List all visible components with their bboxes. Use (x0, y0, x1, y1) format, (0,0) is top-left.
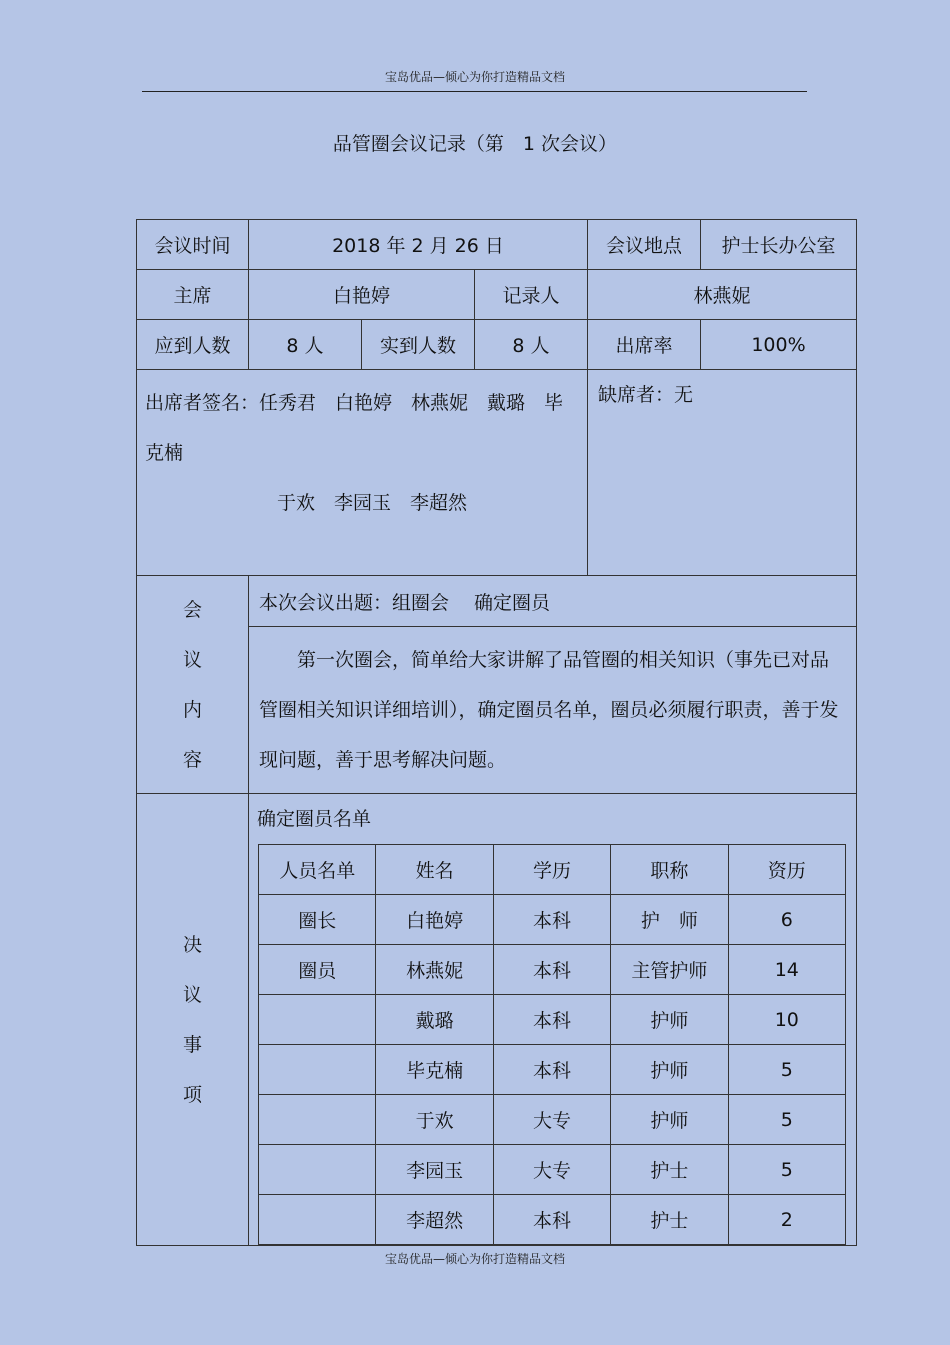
meeting-place-label: 会议地点 (588, 220, 701, 270)
attendance-rate-value: 100% (701, 320, 857, 370)
attendees-line-3: 于欢 李园玉 李超然 (277, 492, 468, 514)
members-header-row (259, 845, 846, 895)
chair-value: 白艳婷 (249, 270, 475, 320)
member-role (259, 1095, 376, 1145)
table-row (259, 1095, 846, 1145)
member-title: 护士 (611, 1195, 728, 1245)
member-seniority: 10 (728, 995, 845, 1045)
side-char: 议 (182, 648, 202, 671)
member-name: 白艳婷 (376, 895, 493, 945)
content-side-label (137, 576, 249, 794)
chair-label: 主席 (137, 270, 249, 320)
side-char: 决 (182, 933, 202, 956)
page-footer: 宝岛优品—倾心为你打造精品文档 (384, 1252, 565, 1266)
column-header: 人员名单 (259, 845, 376, 895)
member-name: 于欢 (376, 1095, 493, 1145)
side-char: 事 (182, 1033, 202, 1056)
member-title: 护师 (611, 995, 728, 1045)
member-seniority: 2 (728, 1195, 845, 1245)
column-header: 职称 (611, 845, 728, 895)
member-education: 大专 (493, 1095, 610, 1145)
meeting-record-table (136, 219, 857, 1246)
member-title: 护师 (611, 1095, 728, 1145)
actual-count-label: 实到人数 (362, 320, 475, 370)
member-education: 本科 (493, 1045, 610, 1095)
resolution-content (249, 794, 857, 1246)
recorder-value: 林燕妮 (588, 270, 857, 320)
member-role (259, 1145, 376, 1195)
page-header: 宝岛优品—倾心为你打造精品文档 (384, 70, 565, 84)
expected-count-value: 8 人 (249, 320, 362, 370)
member-name: 李园玉 (376, 1145, 493, 1195)
member-seniority: 6 (728, 895, 845, 945)
member-name: 林燕妮 (376, 945, 493, 995)
attendee-signatures (137, 370, 588, 576)
meeting-content-body: 第一次圈会，简单给大家讲解了品管圈的相关知识（事先已对品管圈相关知识详细培训），确定圈员名单，圈员必须履行职责，善于发现问题，善于思考解决问题。 (249, 627, 857, 794)
absentees: 缺席者：无 (588, 370, 857, 576)
table-row (259, 945, 846, 995)
side-char: 项 (182, 1083, 202, 1106)
member-seniority: 5 (728, 1045, 845, 1095)
member-name: 毕克楠 (376, 1045, 493, 1095)
member-title: 主管护师 (611, 945, 728, 995)
recorder-label: 记录人 (475, 270, 588, 320)
document-title: 品管圈会议记录（第 1 次会议） (332, 133, 618, 155)
member-title: 护士 (611, 1145, 728, 1195)
side-char: 议 (182, 983, 202, 1006)
member-title: 护 师 (611, 895, 728, 945)
resolution-side-label (137, 794, 249, 1246)
resolution-title: 确定圈员名单 (257, 808, 372, 830)
attendance-rate-label: 出席率 (588, 320, 701, 370)
member-name: 李超然 (376, 1195, 493, 1245)
members-table (258, 844, 846, 1245)
member-seniority: 5 (728, 1145, 845, 1195)
member-role (259, 1195, 376, 1245)
table-row (259, 1145, 846, 1195)
attendees-line-2: 克楠 (145, 442, 184, 464)
expected-count-label: 应到人数 (137, 320, 249, 370)
meeting-topic: 本次会议出题：组圈会 确定圈员 (249, 576, 857, 627)
member-seniority: 5 (728, 1095, 845, 1145)
side-char: 会 (182, 598, 202, 621)
table-row (259, 1045, 846, 1095)
column-header: 资历 (728, 845, 845, 895)
column-header: 学历 (493, 845, 610, 895)
actual-count-value: 8 人 (475, 320, 588, 370)
table-row (259, 995, 846, 1045)
member-education: 本科 (493, 1195, 610, 1245)
member-title: 护师 (611, 1045, 728, 1095)
meeting-place-value: 护士长办公室 (701, 220, 857, 270)
member-education: 本科 (493, 895, 610, 945)
member-role (259, 1045, 376, 1095)
header-divider (142, 91, 807, 92)
member-name: 戴璐 (376, 995, 493, 1045)
member-education: 本科 (493, 945, 610, 995)
meeting-time-value: 2018 年 2 月 26 日 (249, 220, 588, 270)
member-role: 圈员 (259, 945, 376, 995)
table-row (259, 895, 846, 945)
table-row (259, 1195, 846, 1245)
member-role (259, 995, 376, 1045)
member-education: 本科 (493, 995, 610, 1045)
side-char: 内 (182, 698, 202, 721)
attendees-line-1: 出席者签名：任秀君 白艳婷 林燕妮 戴璐 毕 (145, 392, 564, 414)
member-education: 大专 (493, 1145, 610, 1195)
column-header: 姓名 (376, 845, 493, 895)
meeting-time-label: 会议时间 (137, 220, 249, 270)
member-role: 圈长 (259, 895, 376, 945)
member-seniority: 14 (728, 945, 845, 995)
side-char: 容 (182, 748, 202, 771)
